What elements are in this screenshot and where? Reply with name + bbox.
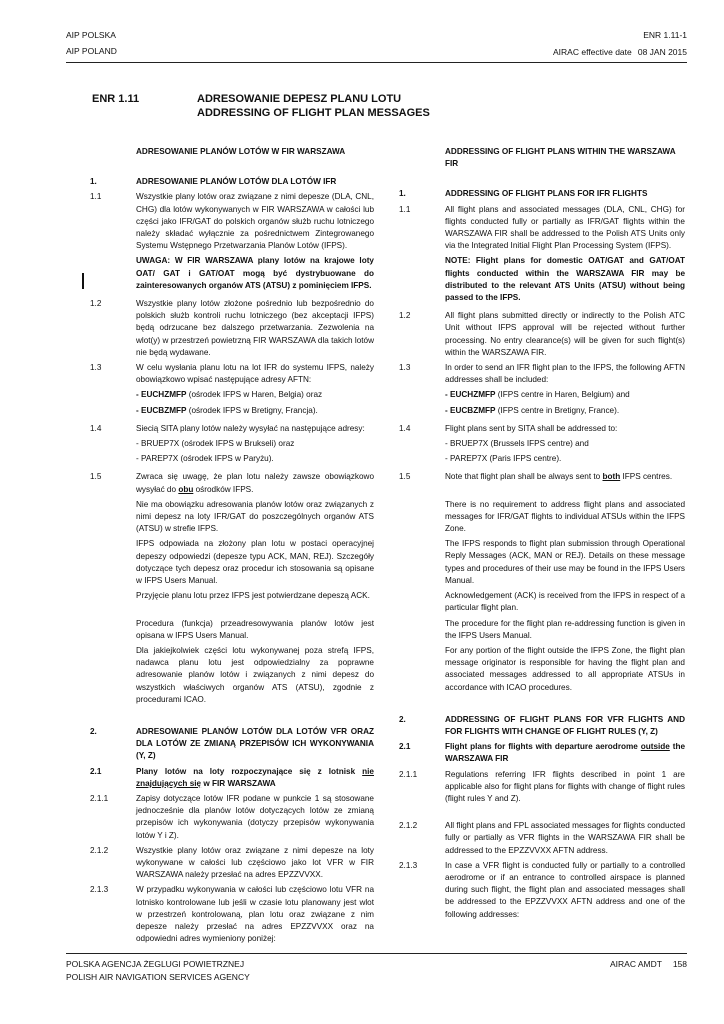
en-p1-3-address-a bbox=[445, 389, 685, 401]
en-p1-2-text: All flight plans submitted directly or indirectly to the Polish ATC Unit without IFPS approval will be rejected without further processing. No entry clearance(s) will be given for such flight(s) within the WARSZAWA FIR. bbox=[445, 311, 685, 357]
en-p1-3-num: 1.3 bbox=[399, 363, 411, 373]
header-rule bbox=[66, 62, 687, 63]
pl-p2-1-post: w FIR WARSZAWA bbox=[201, 778, 276, 788]
pl-p1-3-b-code: - EUCBZMFP bbox=[136, 405, 187, 415]
header-aip-polska: AIP POLSKA bbox=[66, 30, 116, 40]
en-p2-1-1-text: Regulations referring IFR flights described in point 1 are applicable also for flight plans for flights with change of flight rules (flight rules Y and Z). bbox=[445, 769, 685, 803]
pl-p1-5-text bbox=[136, 471, 374, 495]
en-p1-3-a-code: - EUCHZMFP bbox=[445, 390, 496, 400]
en-p1-5-b: There is no requirement to address flight plans and associated messages for IFR/GAT flights to individual ATSUs within the IFPS Zone. bbox=[445, 499, 685, 534]
en-para-1-1 bbox=[399, 204, 685, 308]
en-p1-1-note: NOTE: Flight plans for domestic OAT/GAT and GAT/OAT flights conducted within the WARSZAWA FIR may be distributed to the relevant ATS Units (ATSU) without being passed to the IFPS. bbox=[445, 256, 685, 303]
en-p1-5-text bbox=[445, 471, 685, 483]
footer-rule bbox=[66, 953, 687, 954]
header-airac-label: AIRAC effective date bbox=[553, 47, 632, 57]
en-s1-title: ADDRESSING OF FLIGHT PLANS FOR IFR FLIGHTS bbox=[445, 189, 648, 199]
pl-para-2-1-1 bbox=[90, 793, 374, 842]
en-para-1-5 bbox=[399, 471, 685, 696]
pl-p1-1-note: UWAGA: W FIR WARSZAWA plany lotów na krajowe loty OAT/ GAT i GAT/OAT mogą być dystrybuowane do zainteresowanych organów ATS (ATSU) z pominięciem IFPS. bbox=[136, 256, 374, 290]
en-p1-5-emph: both bbox=[602, 472, 621, 482]
pl-p1-3-address-a bbox=[136, 389, 374, 401]
pl-p1-5-b: Nie ma obowiązku adresowania planów lotów oraz związanych z nimi depesz na loty IFR/GAT do poszczególnych organów ATS (ATSU) w strefie IFPS. bbox=[136, 499, 374, 534]
pl-p2-1-1-num: 2.1.1 bbox=[90, 793, 109, 803]
en-p2-1-2-num: 2.1.2 bbox=[399, 821, 418, 831]
en-p1-1-text: All flight plans and associated messages (DLA, CNL, CHG) for flights conducted fully or partially as IFR/GAT flights within the WARSZAWA FIR shall be addressed to the Polish ATS Units only via the Integrated Initial Flight Plan Processing System (IFPS). bbox=[445, 204, 685, 251]
en-para-1-4 bbox=[399, 423, 685, 469]
pl-p1-4-b: - PAREP7X (ośrodek IFPS w Paryżu). bbox=[136, 454, 274, 464]
pl-p1-3-num: 1.3 bbox=[90, 363, 102, 373]
pl-p1-5-f: Dla jakiejkolwiek części lotu wykonywanej poza strefą IFPS, nadawca planu lotu jest odpowiedzialny za poprawne adresowanie planów lotów i związanych z nimi depesz do wszystkich właściwych organów ATS (ATSU), zgodnie z procedurami ICAO. bbox=[136, 645, 374, 704]
pl-para-2-1-2 bbox=[90, 845, 374, 882]
pl-p1-5-e: Procedura (funkcja) przeadresowywania planów lotów jest opisana w IFPS Users Manual. bbox=[136, 618, 374, 640]
pl-p2-1-emph: nie znajdujących się bbox=[136, 766, 374, 788]
change-bar bbox=[82, 273, 84, 289]
en-s2-title: ADDRESSING OF FLIGHT PLANS FOR VFR FLIGHTS AND FOR FLIGHTS WITH CHANGE OF FLIGHT RULES (Y, Z) bbox=[445, 714, 685, 736]
en-p1-1-num: 1.1 bbox=[399, 204, 411, 214]
en-p1-5-num: 1.5 bbox=[399, 472, 411, 482]
page-title-en: ADDRESSING OF FLIGHT PLAN MESSAGES bbox=[197, 107, 430, 119]
column-english bbox=[399, 146, 685, 924]
footer-amdt-number: 158 bbox=[672, 959, 687, 969]
footer-amdt-label: AIRAC AMDT bbox=[610, 959, 662, 969]
en-para-2-1 bbox=[399, 741, 685, 765]
en-p1-3-a-desc: (IFPS centre in Haren, Belgium) and bbox=[495, 390, 630, 400]
pl-s2-title: ADRESOWANIE PLANÓW LOTÓW DLA LOTÓW VFR ORAZ DLA LOTÓW ZE ZMIANĄ PRZEPISÓW ICH WYKONYWANIA (Y, Z) bbox=[136, 726, 374, 761]
en-p1-3-text: In order to send an IFR flight plan to the IFPS, the following AFTN addresses shall be included: bbox=[445, 363, 685, 385]
en-p1-5-f: For any portion of the flight outside the IFPS Zone, the flight plan message originator is responsible for having the flight plan and associated messages addressed to all appropriate ATSUs in accordance with ICAO procedures. bbox=[445, 645, 685, 692]
pl-para-1-3 bbox=[90, 362, 374, 420]
en-para-2-1-1 bbox=[399, 769, 685, 806]
pl-p1-3-b-desc: (ośrodek IFPS w Bretigny, Francja). bbox=[186, 405, 318, 415]
en-p1-5-pre: Note that flight plan shall be always sent to bbox=[445, 472, 603, 482]
en-p1-3-b-desc: (IFPS centre in Bretigny, France). bbox=[495, 405, 620, 415]
en-p1-5-e: The procedure for the flight plan re-addressing function is given in the IFPS Users Manual. bbox=[445, 618, 685, 640]
pl-p1-4-a: - BRUEP7X (ośrodek IFPS w Brukseli) oraz bbox=[136, 439, 295, 449]
pl-para-2-1-3 bbox=[90, 884, 374, 945]
pl-para-1-1 bbox=[90, 191, 374, 295]
en-p1-5-post: IFPS centres. bbox=[620, 472, 673, 482]
pl-p1-4-text: Siecią SITA plany lotów należy wysyłać na następujące adresy: bbox=[136, 423, 365, 433]
en-p1-4-num: 1.4 bbox=[399, 423, 411, 433]
header-airac-date: 08 JAN 2015 bbox=[637, 47, 687, 57]
en-s2-num: 2. bbox=[399, 714, 406, 724]
page-title bbox=[197, 92, 430, 120]
header-aip-poland: AIP POLAND bbox=[66, 46, 117, 56]
en-p1-5-d: Acknowledgement (ACK) is received from the IFPS in respect of a particular flight plan. bbox=[445, 591, 685, 613]
en-p2-1-1-num: 2.1.1 bbox=[399, 769, 418, 779]
en-p1-3-b-code: - EUCBZMFP bbox=[445, 405, 496, 415]
footer-agency-en: POLISH AIR NAVIGATION SERVICES AGENCY bbox=[66, 972, 250, 982]
en-p2-1-num: 2.1 bbox=[399, 742, 411, 752]
en-p2-1-emph: outside bbox=[640, 742, 670, 752]
pl-para-2-1 bbox=[90, 766, 374, 790]
pl-p1-5-num: 1.5 bbox=[90, 472, 102, 482]
pl-s1-num: 1. bbox=[90, 177, 97, 187]
pl-s1-title: ADRESOWANIE PLANÓW LOTÓW DLA LOTÓW IFR bbox=[136, 177, 337, 187]
pl-p1-1-text: Wszystkie plany lotów oraz związane z nimi depesze (DLA, CNL, CHG) dla lotów wykonywanych w FIR WARSZAWA w całości lub części jako IFR/GAT do polskich organów służb ruchu lotniczego należy składać wyłącznie za pośrednictwem Zintegrowanego Systemu Wstępnego Przetwarzania Planów Lotów (IFPS). bbox=[136, 192, 374, 251]
pl-p1-1-num: 1.1 bbox=[90, 192, 102, 202]
en-p2-1-3-text: In case a VFR flight is conducted fully or partially to a controlled aerodrome or if an entrance to controlled airspace is planned during such flight, the flight plan and associated messages shall be addressed to the EPZZVVXX AFTN address and one of the following addresses: bbox=[445, 860, 685, 919]
en-section-2-heading bbox=[399, 714, 685, 738]
pl-para-1-2 bbox=[90, 298, 374, 359]
pl-p1-5-c: IFPS odpowiada na złożony plan lotu w postaci operacyjnej depeszy odpowiedzi (depesze typu ACK, MAN, REJ). Szczegóły dotyczące tych depesz oraz procedur ich stosowania są opisane w IFPS Users Manual. bbox=[136, 539, 374, 586]
pl-p2-1-3-num: 2.1.3 bbox=[90, 885, 109, 895]
pl-p1-2-text: Wszystkie plany lotów złożone pośrednio lub bezpośrednio do polskich służb kontroli ruchu lotniczego (bez akceptacji IFPS) będą odrzucane bez dalszego przetwarzania. Zezwolenia na wlot(y) w przestrzeń powietrzną FIR WARSZAWA dla takich lotów nie będą wydawane. bbox=[136, 299, 374, 357]
pl-p1-5-d: Przyjęcie planu lotu przez IFPS jest potwierdzane depeszą ACK. bbox=[136, 591, 370, 601]
page-title-pl: ADRESOWANIE DEPESZ PLANU LOTU bbox=[197, 93, 402, 105]
pl-p2-1-2-num: 2.1.2 bbox=[90, 845, 109, 855]
en-p2-1-post: the WARSZAWA FIR bbox=[445, 742, 685, 764]
en-p2-1-2-text: All flight plans and FPL associated messages for flights conducted fully or partially as VFR flights in the WARSZAWA FIR shall be addressed to the EPZZVVXX AFTN address. bbox=[445, 821, 685, 855]
pl-p1-3-address-b bbox=[136, 405, 374, 417]
en-p1-3-address-b bbox=[445, 405, 685, 417]
section-code: ENR 1.11 bbox=[92, 93, 140, 105]
en-s1-num: 1. bbox=[399, 189, 406, 199]
pl-p2-1-2-text: Wszystkie plany lotów oraz związane z nimi depesze na loty wykonywane w całości lub częściowo jako lot VFR w FIR WARSZAWA należy przesłać na adres EPZZVVXX. bbox=[136, 845, 374, 880]
en-p1-4-b: - PAREP7X (Paris IFPS centre). bbox=[445, 454, 562, 464]
en-para-2-1-2 bbox=[399, 820, 685, 857]
en-heading: ADDRESSING OF FLIGHT PLANS WITHIN THE WARSZAWA FIR bbox=[445, 147, 676, 169]
en-p1-2-num: 1.2 bbox=[399, 311, 411, 321]
header-right-code: ENR 1.11-1 bbox=[643, 30, 687, 40]
pl-p2-1-num: 2.1 bbox=[90, 766, 102, 776]
en-para-1-2 bbox=[399, 310, 685, 359]
pl-p1-5-post: ośrodków IFPS. bbox=[193, 484, 254, 494]
header-left bbox=[66, 27, 117, 59]
pl-p1-3-a-desc: (ośrodek IFPS w Haren, Belgia) oraz bbox=[186, 390, 323, 400]
pl-p2-1-1-text: Zapisy dotyczące lotów IFR podane w punkcie 1 są stosowane jednocześnie dla planów lotów dotyczących lotów ze zmianą przepisów ich wykonywania (dotyczy przepisów wykonywania lotów Y i Z). bbox=[136, 793, 374, 840]
en-para-1-3 bbox=[399, 362, 685, 420]
en-para-2-1-3 bbox=[399, 860, 685, 921]
en-section-1-heading bbox=[399, 188, 685, 200]
pl-p1-2-num: 1.2 bbox=[90, 299, 102, 309]
en-p2-1-pre: Flight plans for flights with departure aerodrome bbox=[445, 742, 641, 752]
pl-heading: ADRESOWANIE PLANÓW LOTÓW W FIR WARSZAWA bbox=[136, 147, 346, 156]
pl-p2-1-pre: Plany lotów na loty rozpoczynające się z lotnisk bbox=[136, 766, 363, 776]
pl-p2-1-3-text: W przypadku wykonywania w całości lub częściowo lotu VFR na lotnisko kontrolowane lub jeśli w czasie lotu planowany jest wlot w przestrzeń kontrolowaną, plan lotu oraz związane z nim depesze należy przesłać na adres EPZZVVXX oraz na odpowiedni adres wymieniony poniżej: bbox=[136, 885, 374, 944]
pl-p1-5-emph: obu bbox=[178, 484, 194, 494]
en-p1-5-c: The IFPS responds to flight plan submission through Operational Reply Messages (ACK, MAN or REJ). Details on these message types and procedures of their use may be found in the IFPS Users Manual. bbox=[445, 539, 685, 585]
en-p1-4-a: - BRUEP7X (Brussels IFPS centre) and bbox=[445, 439, 589, 449]
pl-s2-num: 2. bbox=[90, 726, 97, 736]
pl-section-1-heading bbox=[90, 176, 374, 188]
pl-p1-3-text: W celu wysłania planu lotu na lot IFR do systemu IFPS, należy obowiązkowo wpisać następujące adresy AFTN: bbox=[136, 363, 374, 385]
pl-p1-3-a-code: - EUCHZMFP bbox=[136, 390, 187, 400]
footer-left bbox=[66, 958, 250, 984]
en-p2-1-3-num: 2.1.3 bbox=[399, 860, 418, 870]
pl-p1-5-pre: Zwraca się uwagę, że plan lotu należy zawsze obowiązkowo wysyłać do bbox=[136, 472, 374, 494]
footer-agency-pl: POLSKA AGENCJA ŻEGLUGI POWIETRZNEJ bbox=[66, 959, 245, 969]
column-polish bbox=[90, 146, 374, 948]
pl-p1-4-num: 1.4 bbox=[90, 423, 102, 433]
pl-para-1-5 bbox=[90, 471, 374, 708]
en-p1-4-text: Flight plans sent by SITA shall be addressed to: bbox=[445, 423, 618, 433]
pl-section-2-heading bbox=[90, 726, 374, 763]
pl-para-1-4 bbox=[90, 423, 374, 469]
